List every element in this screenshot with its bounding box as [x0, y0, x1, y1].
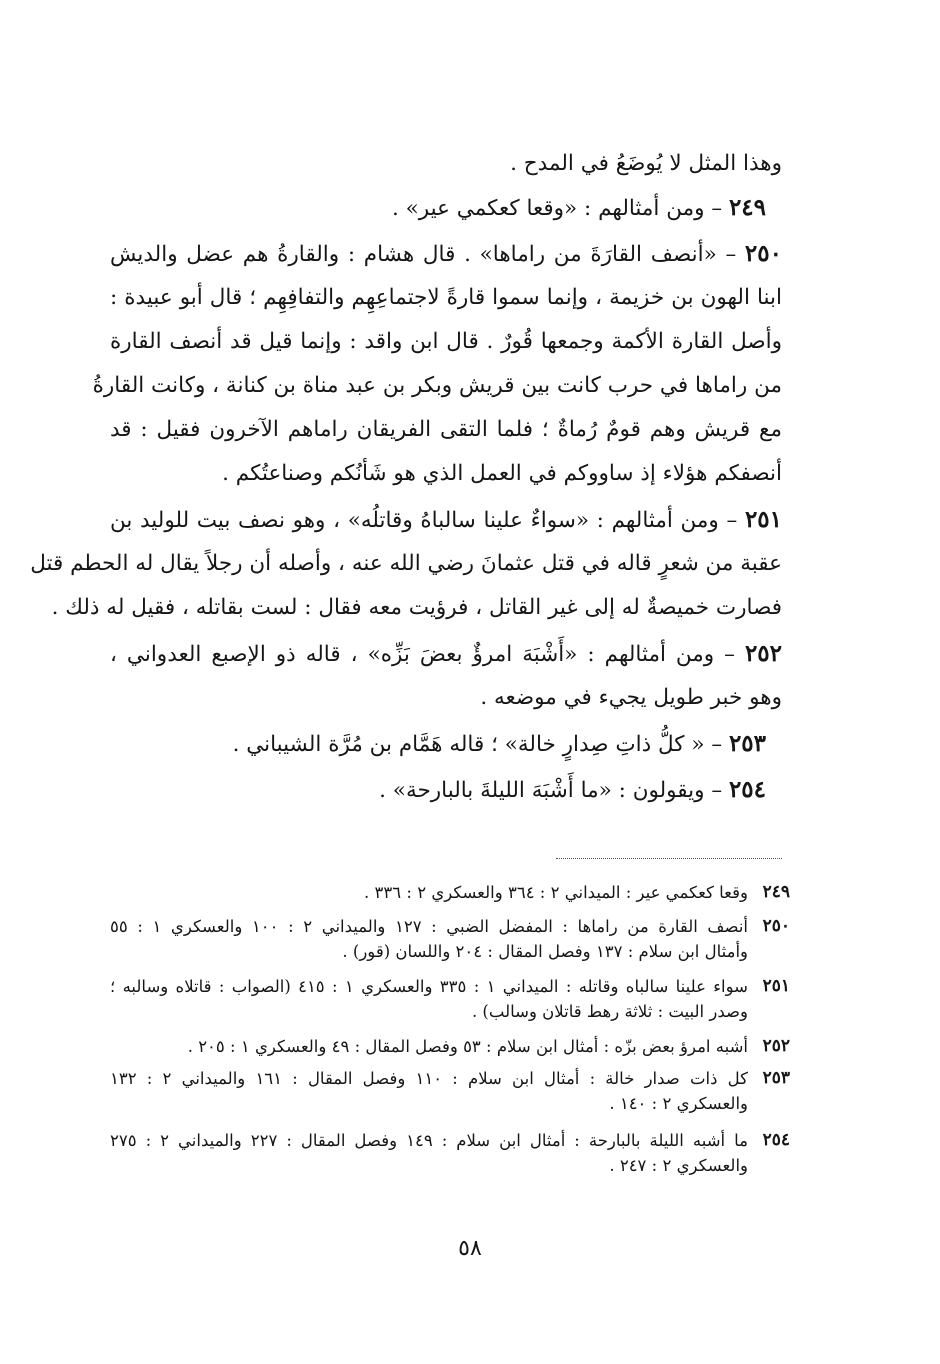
paragraph-text: – «أنصف القارَةَ من راماها» . قال هشام : والقارةُ هم عضل والديش — [110, 242, 737, 267]
paragraph-line: مع قريش وهم قومٌ رُماةٌ ؛ فلما التقى الفريقان راماهم الآخرون فقيل : قد — [110, 417, 782, 442]
footnote-line: ما أشبه الليلة بالبارحة : أمثال ابن سلام : ١٤٩ وفصل المقال : ٢٢٧ والميداني ٢ : ٢٧٥ — [110, 1131, 748, 1150]
footnote-number: ٢٥٠ — [762, 916, 790, 936]
footnote-line: والعسكري ٢ : ٢٤٧ . — [609, 1156, 748, 1175]
footnote-line: كل ذات صدار خالة : أمثال ابن سلام : ١١٠ وفصل المقال : ١٦١ والميداني ٢ : ١٣٢ — [110, 1069, 748, 1088]
paragraph-number: ٢٤٩ — [728, 194, 766, 221]
paragraph-line: أنصفكم هؤلاء إذ ساووكم في العمل الذي هو شَأنُكم وصناعتُكم . — [222, 461, 782, 486]
paragraph-text: – ومن أمثالهم : «سواءٌ علينا سالباهُ وقاتلُه» ، وهو نصف بيت للوليد بن — [110, 508, 738, 533]
footnote-number: ٢٥١ — [762, 976, 790, 996]
footnote-number: ٢٤٩ — [762, 882, 790, 902]
footnote-number: ٢٥٤ — [762, 1130, 790, 1150]
paragraph-text: – ويقولون : «ما أَشْبَهَ الليلةَ بالبارحة» . — [379, 778, 723, 803]
paragraph-number: ٢٥٣ — [728, 730, 766, 757]
paragraph-251-first-line — [110, 500, 782, 540]
paragraph-line: عقبة من شعرٍ قاله في قتل عثمانَ رضي الله عنه ، وأصله أن رجلاً يقال له الحطم قتل — [30, 551, 782, 576]
page-number: ٥٨ — [458, 1236, 482, 1261]
paragraph-number: ٢٥٤ — [728, 776, 766, 803]
paragraph-line: من راماها في حرب كانت بين قريش وبكر بن عبد مناة بن كنانة ، وكانت القارةُ — [92, 373, 782, 398]
footnote-line: أنصف القارة من راماها : المفضل الضبي : ١٢٧ والميداني ٢ : ١٠٠ والعسكري ١ : ٥٥ — [110, 917, 748, 936]
intro-line: وهذا المثل لا يُوضَعُ في المدح . — [510, 151, 782, 176]
paragraph-line: وأصل القارة الأكمة وجمعها قُورٌ . قال ابن واقد : وإنما قيل قد أنصف القارة — [110, 329, 782, 354]
footnote-line: وأمثال ابن سلام : ١٣٧ وفصل المقال : ٢٠٤ واللسان (قور) . — [342, 942, 748, 961]
paragraph-252-first-line — [110, 634, 782, 674]
paragraph-number: ٢٥٢ — [744, 640, 782, 667]
footnote-line: والعسكري ٢ : ١٤٠ . — [609, 1094, 748, 1113]
paragraph-number: ٢٥١ — [744, 506, 782, 533]
paragraph-line: وهو خبر طويل يجيء في موضعه . — [480, 685, 782, 710]
paragraph-text: – ومن أمثالهم : «وقعا كعكمي عير» . — [391, 196, 723, 221]
footnote-number: ٢٥٣ — [762, 1068, 790, 1088]
paragraph-254 — [379, 770, 766, 810]
footnote-number: ٢٥٢ — [762, 1036, 790, 1056]
paragraph-253 — [233, 724, 766, 764]
paragraph-250-first-line — [110, 234, 782, 274]
paragraph-text: – ومن أمثالهم : «أَشْبَهَ امرؤٌ بعضَ بَزِّه» ، قاله ذو الإصبع العدواني ، — [110, 642, 735, 667]
footnote-line: وصدر البيت : ثلاثة رهط قاتلان وسالب) . — [471, 1002, 748, 1021]
paragraph-line: فصارت خميصةٌ له إلى غير القاتل ، فرؤيت معه فقال : لست بقاتله ، فقيل له ذلك . — [51, 595, 782, 620]
paragraph-text: – « كلُّ ذاتِ صِدارٍ خالة» ؛ قاله هَمَّام بن مُرَّة الشيباني . — [232, 732, 723, 757]
footnote-line: وقعا كعكمي عير : الميداني ٢ : ٣٦٤ والعسكري ٢ : ٣٣٦ . — [364, 883, 748, 902]
paragraph-number: ٢٥٠ — [744, 240, 782, 267]
footnote-line: سواء علينا سالباه وقاتله : الميداني ١ : ٣٣٥ والعسكري ١ : ٤١٥ (الصواب : قاتلاه وسالبه ؛ — [110, 977, 748, 996]
paragraph-line: ابنا الهون بن خزيمة ، وإنما سموا قارةً لاجتماعِهِم والتفافِهِم ؛ قال أبو عبيدة : — [110, 285, 782, 310]
paragraph-249 — [392, 188, 766, 228]
footnote-separator — [556, 858, 782, 859]
footnote-line: أشبه امرؤ بعض بزّه : أمثال ابن سلام : ٥٣ وفصل المقال : ٤٩ والعسكري ١ : ٢٠٥ . — [187, 1037, 748, 1056]
